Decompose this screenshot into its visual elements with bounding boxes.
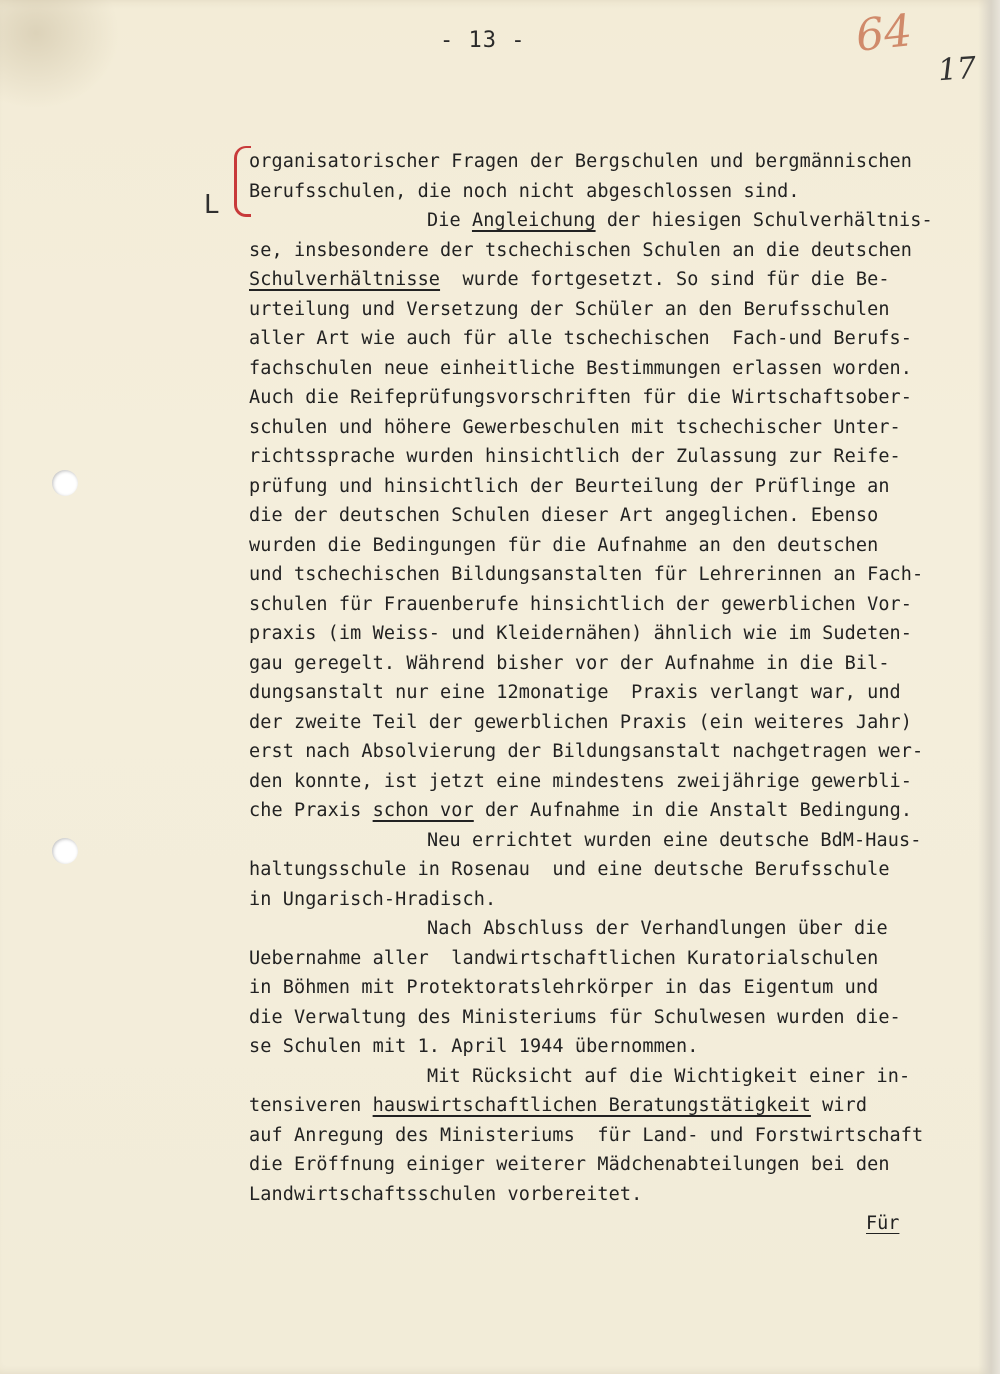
- text-run: wird: [810, 1095, 868, 1116]
- text-line: fachschulen neue einheitliche Bestimmungen erlassen worden.: [249, 357, 913, 379]
- text-run: che Praxis: [249, 800, 373, 821]
- folio-number-red: 64: [853, 5, 915, 62]
- paper-edge: [978, 0, 1000, 1374]
- text-line: auf Anregung des Ministeriums für Land- und Forstwirtschaft: [249, 1124, 924, 1146]
- text-line: wurden die Bedingungen für die Aufnahme an den deutschen: [249, 534, 879, 556]
- text-line: Landwirtschaftsschulen vorbereitet.: [249, 1183, 643, 1205]
- page-number: - 13 -: [440, 28, 526, 53]
- text-line: die Verwaltung des Ministeriums für Schulwesen wurden die-: [249, 1006, 901, 1028]
- catchword: Für: [866, 1213, 900, 1234]
- text-line: in Ungarisch-Hradisch.: [249, 888, 497, 910]
- text-line: praxis (im Weiss- und Kleidernähen) ähnlich wie im Sudeten-: [249, 623, 913, 644]
- text-run: der Aufnahme in die Anstalt Bedingung.: [473, 800, 913, 821]
- text-line: Mit Rücksicht auf die Wichtigkeit einer in-: [427, 1065, 911, 1087]
- punch-hole: [52, 470, 78, 496]
- text-line: dungsanstalt nur eine 12monatige Praxis verlangt war, und: [249, 682, 901, 703]
- paper-stain: [0, 0, 120, 110]
- punch-hole: [52, 838, 78, 864]
- text-line: se, insbesondere der tschechischen Schulen an die deutschen: [249, 239, 913, 261]
- text-line: haltungsschule in Rosenau und eine deutsche Berufsschule: [249, 859, 890, 880]
- text-line: Neu errichtet wurden eine deutsche BdM-Haus-: [427, 829, 922, 851]
- text-line: den konnte, ist jetzt eine mindestens zweijährige gewerbli-: [249, 770, 913, 792]
- text-line: in Böhmen mit Protektoratslehrkörper in das Eigentum und: [249, 977, 879, 998]
- text-line: [249, 796, 979, 826]
- underlined-text: hauswirtschaftlichen Beratungstätigkeit: [372, 1095, 811, 1116]
- text-line: schulen und höhere Gewerbeschulen mit tschechischer Unter-: [249, 416, 901, 438]
- underlined-text: Angleichung: [471, 210, 596, 231]
- text-line: [249, 265, 979, 295]
- underlined-text: schon vor: [372, 800, 474, 821]
- margin-mark: L: [204, 190, 219, 220]
- folio-number-pencil: 17: [936, 50, 978, 89]
- text-line: aller Art wie auch für alle tschechischen Fach-und Berufs-: [249, 328, 913, 349]
- text-line: [249, 1091, 979, 1121]
- text-run: wurde fortgesetzt. So sind für die Be-: [440, 269, 890, 290]
- text-line: die Eröffnung einiger weiterer Mädchenabteilungen bei den: [249, 1154, 890, 1175]
- text-run: der hiesigen Schulverhältnis-: [595, 210, 933, 231]
- text-line: se Schulen mit 1. April 1944 übernommen.: [249, 1036, 699, 1057]
- text-line: [249, 206, 979, 236]
- text-line: gau geregelt. Während bisher vor der Aufnahme in die Bil-: [249, 652, 890, 674]
- text-run: tensiveren: [249, 1095, 373, 1116]
- text-line: und tschechischen Bildungsanstalten für Lehrerinnen an Fach-: [249, 564, 924, 585]
- text-line: schulen für Frauenberufe hinsichtlich der gewerblichen Vor-: [249, 593, 913, 615]
- text-line: Auch die Reifeprüfungsvorschriften für die Wirtschaftsober-: [249, 387, 913, 408]
- text-line: richtssprache wurden hinsichtlich der Zulassung zur Reife-: [249, 446, 901, 467]
- text-line: organisatorischer Fragen der Bergschulen und bergmännischen: [249, 151, 913, 172]
- text-line: urteilung und Versetzung der Schüler an den Berufsschulen: [249, 298, 890, 320]
- text-line: Nach Abschluss der Verhandlungen über die: [427, 918, 888, 939]
- text-line: erst nach Absolvierung der Bildungsanstalt nachgetragen wer-: [249, 741, 924, 762]
- text-line: prüfung und hinsichtlich der Beurteilung der Prüflinge an: [249, 475, 890, 497]
- underlined-text: Schulverhältnisse: [249, 269, 441, 290]
- body-text: [249, 147, 979, 1209]
- text-run: Die: [427, 210, 472, 231]
- text-line: die der deutschen Schulen dieser Art angeglichen. Ebenso: [249, 505, 879, 526]
- text-line: Uebernahme aller landwirtschaftlichen Kuratorialschulen: [249, 947, 879, 969]
- text-line: Berufsschulen, die noch nicht abgeschlossen sind.: [249, 180, 800, 202]
- text-line: der zweite Teil der gewerblichen Praxis (ein weiteres Jahr): [249, 711, 913, 733]
